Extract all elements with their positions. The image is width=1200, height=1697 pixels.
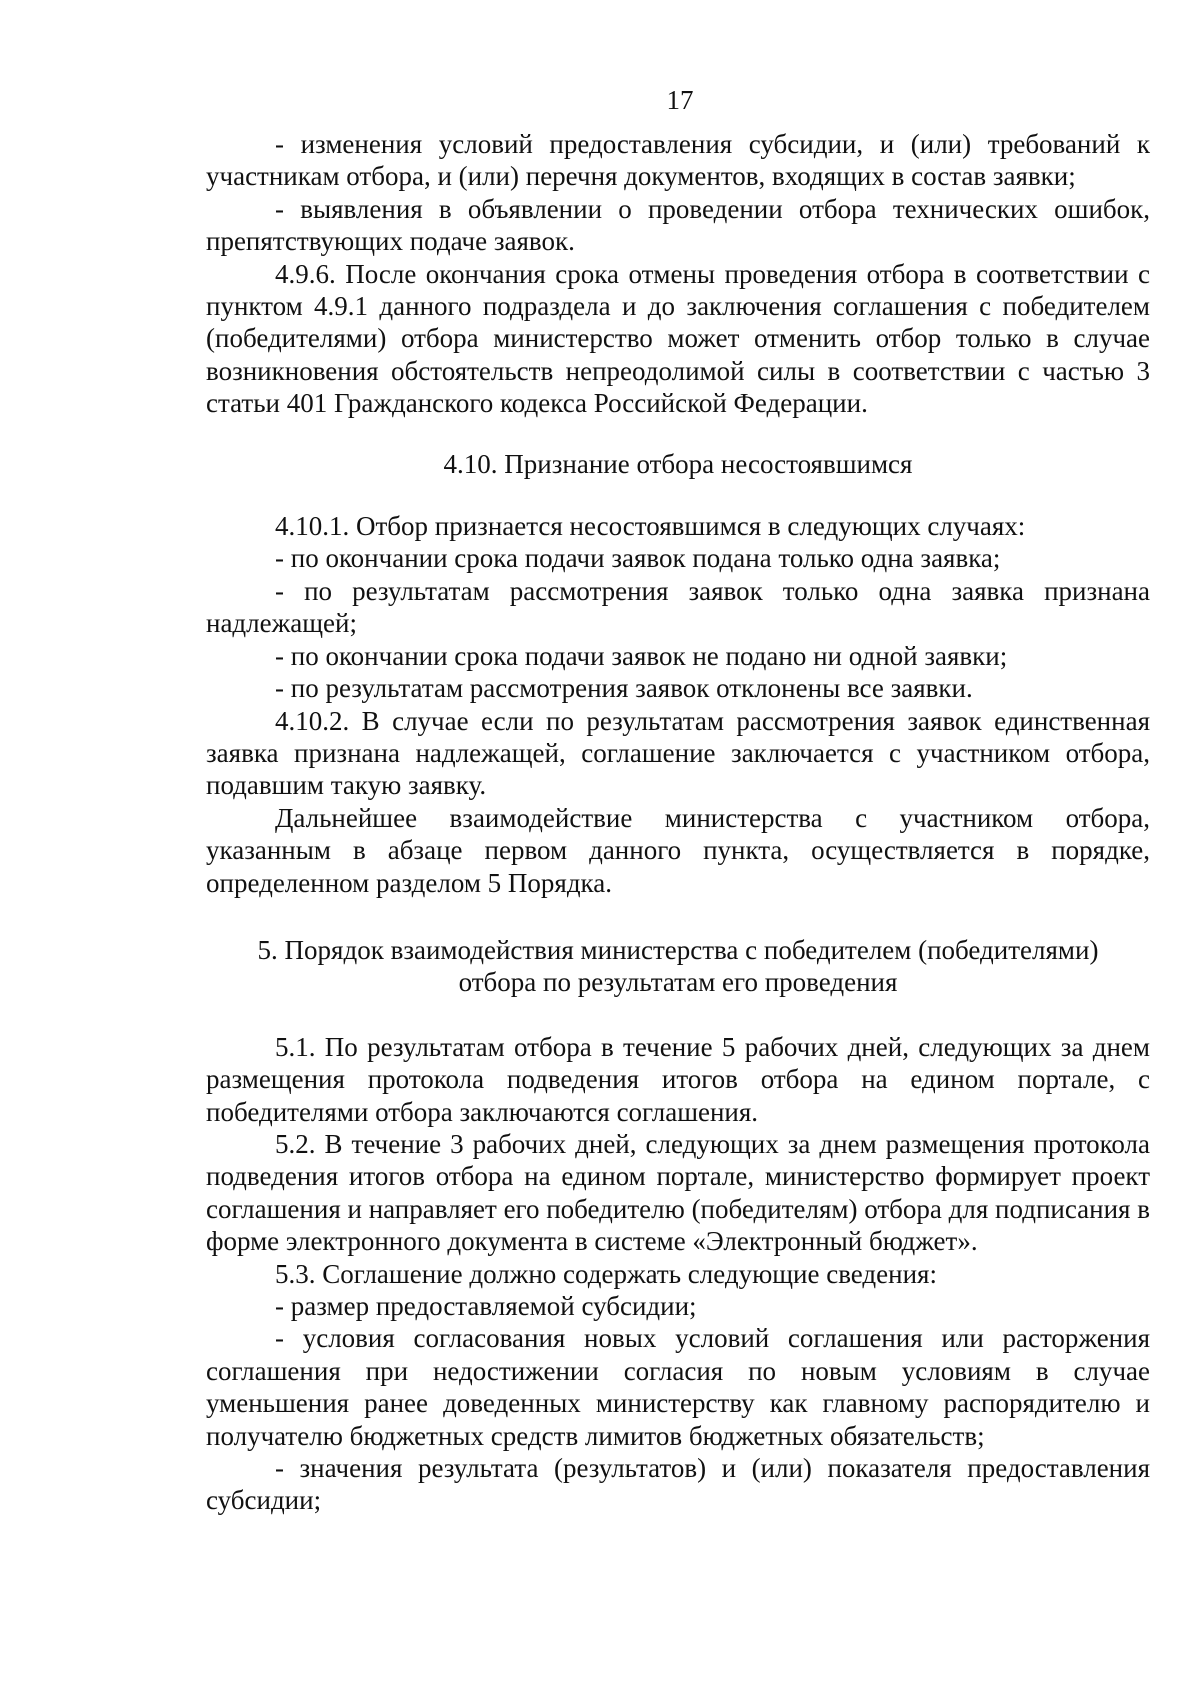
spacer	[206, 480, 1150, 510]
page-number: 17	[666, 85, 694, 115]
heading-section-5-line-2: отбора по результатам его проведения	[458, 967, 898, 998]
paragraph-one-application-submitted: - по окончании срока подачи заявок подана только одна заявка;	[275, 543, 1001, 574]
paragraph-all-rejected: - по результатам рассмотрения заявок отклонены все заявки.	[275, 673, 973, 704]
paragraph-agreement-conditions: - условия согласования новых условий соглашения или расторжения соглашения при недостижении согласия по новым условиям в случае уменьшения ранее доведенных министерству как главному распорядителю и получателю бюджетных средств лимитов бюджетных обязательств;	[206, 1323, 1150, 1451]
paragraph-5-2: 5.2. В течение 3 рабочих дней, следующих за днем размещения протокола подведения итогов отбора на едином портале, министерство формирует проект соглашения и направляет его победителю (победителям) отбора для подписания в форме электронного документа в системе «Электронный бюджет».	[206, 1128, 1150, 1257]
paragraph-5-3: 5.3. Соглашение должно содержать следующие сведения:	[275, 1258, 937, 1289]
paragraph-4-9-6: 4.9.6. После окончания срока отмены проведения отбора в соответствии с пунктом 4.9.1 данного подраздела и до заключения соглашения с победителем (победителями) отбора министерство может отменить отбор только в случае возникновения обстоятельств непреодолимой силы в соответствии с частью 3 статьи 401 Гражданского кодекса Российской Федерации.	[206, 258, 1150, 419]
paragraph-no-applications: - по окончании срока подачи заявок не подано ни одной заявки;	[275, 640, 1008, 671]
spacer	[206, 999, 1150, 1031]
paragraph-technical-errors: - выявления в объявлении о проведении отбора технических ошибок, препятствующих подаче заявок.	[206, 193, 1150, 257]
document-body	[206, 128, 1150, 1517]
paragraph-result-values: - значения результата (результатов) и (или) показателя предоставления субсидии;	[206, 1453, 1150, 1516]
paragraph-change-conditions: - изменения условий предоставления субсидии, и (или) требований к участникам отбора, и (или) перечня документов, входящих в состав заявки;	[206, 129, 1150, 192]
paragraph-4-10-1: 4.10.1. Отбор признается несостоявшимся в следующих случаях:	[275, 511, 1026, 542]
heading-section-5-line-1: 5. Порядок взаимодействия министерства с победителем (победителями)	[257, 934, 1099, 965]
spacer	[206, 899, 1150, 934]
paragraph-5-1: 5.1. По результатам отбора в течение 5 рабочих дней, следующих за днем размещения протокола подведения итогов отбора на едином портале, с победителями отбора заключаются соглашения.	[206, 1031, 1150, 1127]
paragraph-subsidy-amount: - размер предоставляемой субсидии;	[275, 1291, 697, 1321]
paragraph-further-interaction: Дальнейшее взаимодействие министерства с участником отбора, указанным в абзаце первом данного пункта, осуществляется в порядке, определенном разделом 5 Порядка.	[206, 802, 1150, 898]
spacer	[206, 420, 1150, 448]
paragraph-one-application-proper: - по результатам рассмотрения заявок только одна заявка признана надлежащей;	[206, 575, 1150, 639]
heading-4-10: 4.10. Признание отбора несостоявшимся	[443, 448, 913, 479]
paragraph-4-10-2: 4.10.2. В случае если по результатам рассмотрения заявок единственная заявка признана надлежащей, соглашение заключается с участником отбора, подавшим такую заявку.	[206, 705, 1150, 801]
